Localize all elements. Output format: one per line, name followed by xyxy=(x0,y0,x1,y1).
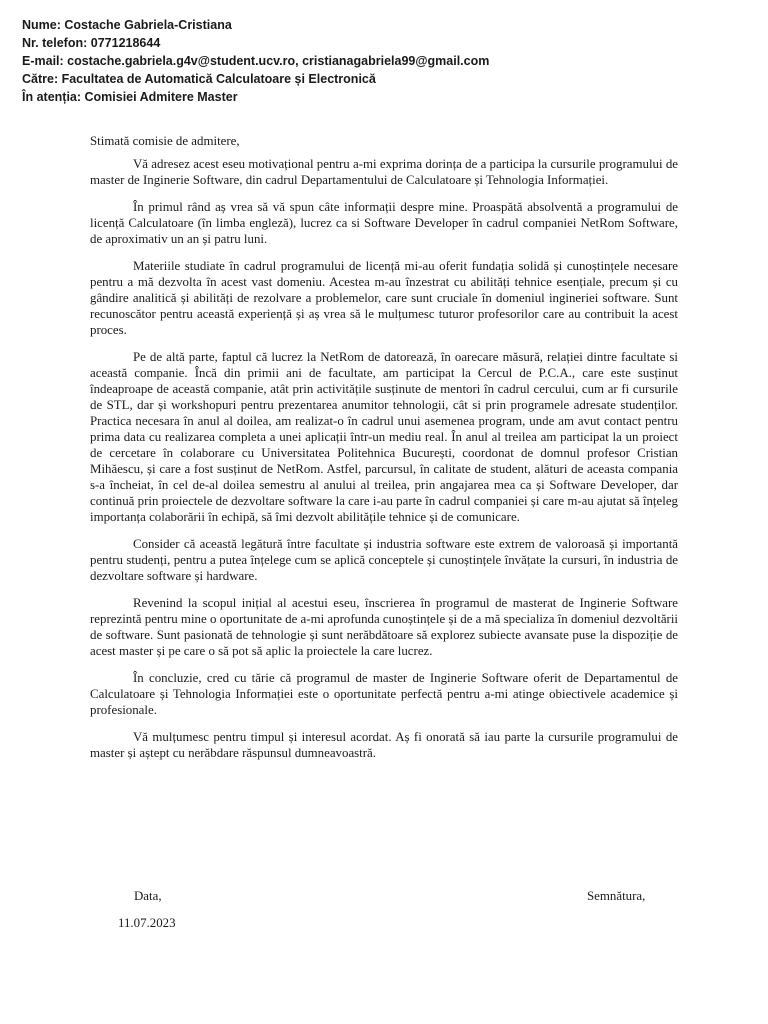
recipient-line: Către: Facultatea de Automatică Calculatoare și Electronică xyxy=(22,72,376,86)
contact-header xyxy=(22,16,752,106)
letter-body xyxy=(90,133,678,772)
signature-label: Semnătura, xyxy=(587,889,646,903)
applicant-email: E-mail: costache.gabriela.g4v@student.ucv.ro, cristianagabriela99@gmail.com xyxy=(22,54,490,68)
applicant-name: Nume: Costache Gabriela-Cristiana xyxy=(22,18,232,32)
paragraph-about-me: În primul rând aș vrea să vă spun câte informații despre mine. Proaspătă absolventă a programului de licență Calculatoare (în limba engleză), lucrez ca si Software Developer în cadrul companiei NetRom Software, de aproximativ un an și patru luni. xyxy=(90,200,678,246)
paragraph-conclusion: În concluzie, cred cu tărie că programul de master de Inginerie Software oferit de Departamentul de Calculatoare și Tehnologia Informației este o oportunitate perfectă pentru a-mi atinge obiectivele academice și profesionale. xyxy=(90,671,678,717)
applicant-phone: Nr. telefon: 0771218644 xyxy=(22,36,161,50)
salutation: Stimată comisie de admitere, xyxy=(90,134,240,148)
attention-line: În atenția: Comisiei Admitere Master xyxy=(22,90,238,104)
paragraph-industry-link: Consider că această legătură între facultate și industria software este extrem de valoroasă și importantă pentru studenți, pentru a putea înțelege cum se aplică conceptele și cunoștințele învățate la cursuri, în industria de dezvoltare software și hardware. xyxy=(90,537,678,583)
paragraph-studies: Materiile studiate în cadrul programului de licență mi-au oferit fundația solidă și cunoștințele necesare pentru a mă dezvolta în acest vast domeniu. Acestea m-au înzestrat cu abilități tehnice esențiale, precum și cu gândire analitică și abilități de rezolvare a problemelor, care sunt cruciale în domeniul ingineriei software. Sunt recunoscător pentru această experiență și aș vrea să le mulțumesc tuturor profesorilor care au contribuit la acest proces. xyxy=(90,259,678,337)
paragraph-thanks: Vă mulțumesc pentru timpul și interesul acordat. Aș fi onorată să iau parte la cursurile programului de master și aștept cu nerăbdare răspunsul dumneavoastră. xyxy=(90,730,678,760)
paragraph-purpose: Revenind la scopul inițial al acestui eseu, înscrierea în programul de masterat de Inginerie Software reprezintă pentru mine o oportunitate de a-mi aprofunda cunoștințele și de a mă specializa în domeniul dezvoltării de software. Sunt pasionată de tehnologie și sunt nerăbdătoare să explorez subiecte avansate puse la dispoziție de acest master și pe care o să pot să aplic la proiectele la care lucrez. xyxy=(90,596,678,658)
date-label: Data, xyxy=(134,889,162,903)
paragraph-netrom: Pe de altă parte, faptul că lucrez la NetRom de datorează, în oarecare măsură, relației dintre facultate si această companie. Încă din primii ani de facultate, am participat la Cercul de P.C.A., care este susținut îndeaproape de această companie, atât prin activitățile susținute de mentori în cadrul cercului, cum ar fi cursurile de STL, dar și workshopuri pentru prezentarea anumitor tehnologii, cât si prin programele adresate studenților. Practica necesara în anul al doilea, am realizat-o în cadrul unui asemenea program, unde am avut contact pentru prima data cu realizarea completa a unei aplicații într-un mediu real. În anul al treilea am participat la un proiect de cercetare în colaborare cu Universitatea Politehnica București, coordonat de domnul profesor Cristian Mihăescu, și care a fost susținut de NetRom. Astfel, parcursul, în calitate de student, alături de aceasta compania s-a încheiat, în cel de-al doilea semestru al anului al treilea, prin angajarea mea ca și Software Developer, dar continuă prin proiectele de dezvoltare software la care i-au parte în cadrul companiei și care m-au ajutat să înțeleg importanța colaborării în echipă, să îmi dezvolt abilitățile tehnice și de comunicare. xyxy=(90,350,678,524)
date-value: 11.07.2023 xyxy=(118,916,176,930)
paragraph-intro: Vă adresez acest eseu motivațional pentru a-mi exprima dorința de a participa la cursurile programului de master de Inginerie Software, din cadrul Departamentului de Calculatoare și Tehnologia Informației. xyxy=(90,157,678,187)
